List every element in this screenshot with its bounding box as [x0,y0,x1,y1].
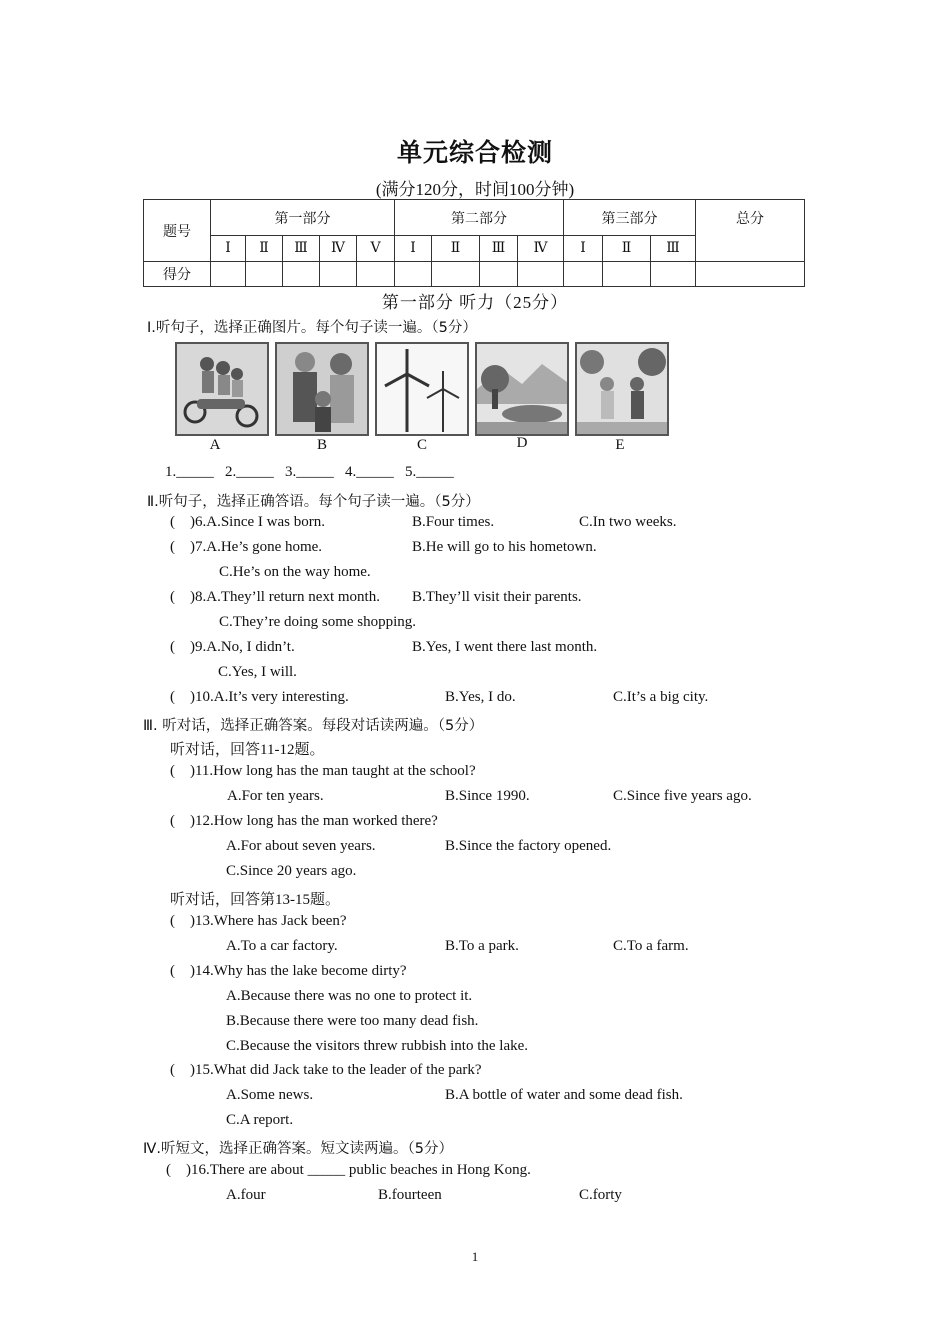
picture-c [375,342,469,436]
picture-label-c: C [416,437,427,453]
wind-turbines-icon [377,344,467,434]
picture-label-b: B [316,437,327,453]
section1-heading: Ⅰ.听句子，选择正确图片。每个句子读一遍。（5分） [147,320,477,336]
picture-label-a: A [209,437,221,453]
option-14b: B.Because there were too many dead fish. [226,1013,479,1029]
picture-label-e: E [615,437,625,453]
score-col: Ⅲ [651,236,696,262]
score-table-part3: 第三部分 [564,200,696,236]
score-cell[interactable] [357,262,395,287]
option-13c: C.To a farm. [613,938,689,954]
option-9b: B.Yes, I went there last month. [412,639,598,655]
picture-label-d: D [516,435,528,451]
option-6b: B.Four times. [412,514,495,530]
score-cell[interactable] [603,262,651,287]
question-11: ( )11.How long has the man taught at the school? [170,763,476,779]
option-16b: B.fourteen [378,1187,442,1203]
score-cell[interactable] [211,262,246,287]
option-11b: B.Since 1990. [445,788,530,804]
option-11c: C.Since five years ago. [613,788,752,804]
option-14a: A.Because there was no one to protect it. [226,988,473,1004]
score-col: Ⅲ [283,236,320,262]
score-table-score-label: 得分 [144,262,211,287]
section4-heading: Ⅳ.听短文，选择正确答案。短文读两遍。（5分） [143,1141,453,1157]
score-col: Ⅰ [395,236,432,262]
question-6: ( )6.A.Since I was born. [170,514,325,530]
score-cell[interactable] [518,262,564,287]
score-col: Ⅳ [320,236,357,262]
option-7b: B.He will go to his hometown. [412,539,597,555]
score-cell[interactable] [320,262,357,287]
answer-blanks-line[interactable]: 1._____ 2._____ 3._____ 4._____ 5._____ [165,464,454,480]
option-13b: B.To a park. [445,938,519,954]
question-12: ( )12.How long has the man worked there? [170,813,438,829]
family-portrait-icon [277,344,367,434]
score-cell-total[interactable] [696,262,805,287]
option-10b: B.Yes, I do. [445,689,516,705]
section3-intro-1: 听对话，回答11-12题。 [170,742,325,758]
page-title: 单元综合检测 [396,138,553,167]
picture-b [275,342,369,436]
page-number: 1 [471,1249,479,1264]
score-table-total-label: 总分 [696,200,805,262]
picture-e [575,342,669,436]
option-13a: A.To a car factory. [226,938,338,954]
score-col: Ⅲ [480,236,518,262]
question-13: ( )13.Where has Jack been? [170,913,347,929]
section2-heading: Ⅱ.听句子，选择正确答语。每个句子读一遍。（5分） [147,494,480,510]
option-7c: C.He’s on the way home. [219,564,371,580]
polluted-landscape-icon [477,344,567,434]
option-11a: A.For ten years. [227,788,324,804]
option-16a: A.four [226,1187,266,1203]
score-col: Ⅰ [211,236,246,262]
option-8b: B.They’ll visit their parents. [412,589,582,605]
score-col: Ⅳ [518,236,564,262]
score-cell[interactable] [651,262,696,287]
option-15c: C.A report. [226,1112,294,1128]
question-10: ( )10.A.It’s very interesting. [170,689,349,705]
picture-a [175,342,269,436]
part1-heading: 第一部分 听力（25分） [381,293,569,312]
score-table-part1: 第一部分 [211,200,395,236]
option-12c: C.Since 20 years ago. [226,863,357,879]
score-col: Ⅱ [603,236,651,262]
option-15b: B.A bottle of water and some dead fish. [445,1087,683,1103]
question-14: ( )14.Why has the lake become dirty? [170,963,407,979]
score-table [143,199,805,287]
option-16c: C.forty [579,1187,622,1203]
section3-heading: Ⅲ. 听对话，选择正确答案。每段对话读两遍。（5分） [143,718,484,734]
question-9: ( )9.A.No, I didn’t. [170,639,295,655]
score-table-question-label: 题号 [144,200,211,262]
score-cell[interactable] [480,262,518,287]
motorcycle-family-icon [177,344,267,434]
score-cell[interactable] [564,262,603,287]
option-12b: B.Since the factory opened. [445,838,612,854]
tree-planting-icon [577,344,667,434]
section3-intro-2: 听对话，回答第13-15题。 [170,892,340,908]
option-15a: A.Some news. [226,1087,314,1103]
question-16: ( )16.There are about _____ public beaches in Hong Kong. [166,1162,531,1178]
question-8: ( )8.A.They’ll return next month. [170,589,380,605]
option-6c: C.In two weeks. [579,514,677,530]
score-col: Ⅱ [432,236,480,262]
option-8c: C.They’re doing some shopping. [219,614,417,630]
option-14c: C.Because the visitors threw rubbish into the lake. [226,1038,529,1054]
question-15: ( )15.What did Jack take to the leader of the park? [170,1062,482,1078]
option-12a: A.For about seven years. [226,838,376,854]
score-cell[interactable] [283,262,320,287]
score-table-part2: 第二部分 [395,200,564,236]
page-subtitle: (满分120分，时间100分钟) [375,180,575,199]
score-cell[interactable] [246,262,283,287]
score-col: Ⅰ [564,236,603,262]
score-cell[interactable] [432,262,480,287]
score-col: Ⅱ [246,236,283,262]
option-10c: C.It’s a big city. [613,689,709,705]
score-cell[interactable] [395,262,432,287]
question-7: ( )7.A.He’s gone home. [170,539,323,555]
option-9c: C.Yes, I will. [218,664,297,680]
score-col: Ⅴ [357,236,395,262]
picture-d [475,342,569,436]
